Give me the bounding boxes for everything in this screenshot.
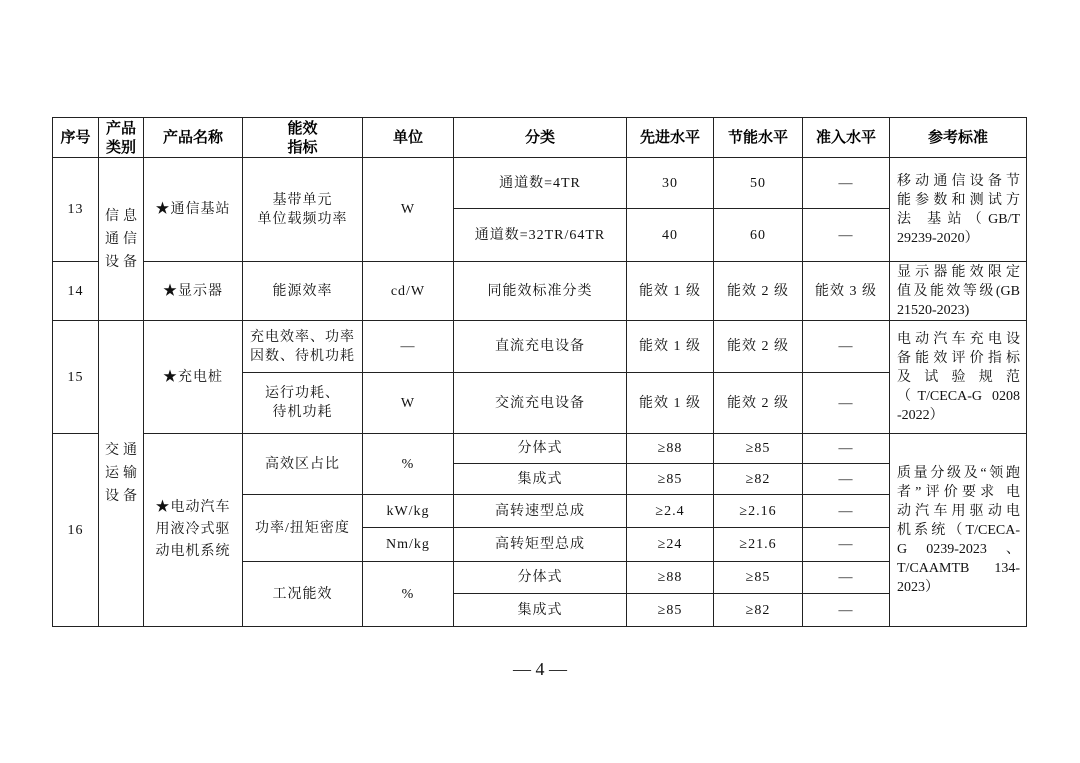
unit-cell: W [363, 158, 454, 262]
indicator-cell: 运行功耗、 待机功耗 [243, 373, 363, 434]
reference-standard-line: 21520-2023) [897, 302, 970, 318]
advanced-level-cell: 能效 1 级 [627, 262, 714, 321]
classification-cell: 直流充电设备 [454, 321, 627, 373]
header-access-level: 准入水平 [803, 118, 890, 158]
reference-standard-line: 移动通信设备节 [897, 173, 1020, 189]
table-row [53, 158, 1027, 209]
advanced-level-cell: ≥2.4 [627, 495, 714, 528]
access-level-cell: — [803, 373, 890, 434]
table-row [53, 262, 1027, 321]
energy-efficiency-table [52, 117, 1027, 627]
unit-cell: % [363, 562, 454, 627]
unit-cell: cd/W [363, 262, 454, 321]
classification-cell: 分体式 [454, 434, 627, 464]
advanced-level-cell: ≥88 [627, 562, 714, 594]
access-level-cell: — [803, 528, 890, 562]
advanced-level-cell: ≥24 [627, 528, 714, 562]
unit-cell: — [363, 321, 454, 373]
access-level-cell: — [803, 464, 890, 495]
classification-cell: 集成式 [454, 464, 627, 495]
advanced-level-cell: 能效 1 级 [627, 373, 714, 434]
indicator-cell: 功率/扭矩密度 [243, 495, 363, 562]
reference-standard-line: 动汽车用驱动电 [897, 503, 1020, 519]
reference-standard-line: 显示器能效限定 [897, 264, 1020, 280]
energy-saving-level-cell: 能效 2 级 [714, 373, 803, 434]
header-category: 产品 类别 [99, 118, 144, 158]
access-level-cell: — [803, 158, 890, 209]
product-name-cell: ★通信基站 [144, 158, 243, 262]
classification-cell: 通道数=32TR/64TR [454, 209, 627, 262]
header-indicator: 能效 指标 [243, 118, 363, 158]
header-reference-standard: 参考标准 [890, 118, 1027, 158]
reference-standard-line: 备能效评价指标 [897, 350, 1020, 366]
energy-saving-level-cell: 能效 2 级 [714, 262, 803, 321]
energy-saving-level-cell: ≥82 [714, 594, 803, 627]
classification-cell: 交流充电设备 [454, 373, 627, 434]
energy-saving-level-cell: 能效 2 级 [714, 321, 803, 373]
classification-cell: 通道数=4TR [454, 158, 627, 209]
reference-standard-line: 值及能效等级(GB [897, 283, 1020, 299]
reference-standard-line: 法 基站（GB/T [897, 211, 1020, 227]
unit-cell: kW/kg [363, 495, 454, 528]
reference-standard-line: T/CAAMTB 134- [897, 560, 1020, 576]
table-row [53, 321, 1027, 373]
unit-cell: % [363, 434, 454, 495]
reference-standard-line: 2023） [897, 579, 939, 595]
energy-saving-level-cell: ≥82 [714, 464, 803, 495]
product-name-cell: ★电动汽车 用液冷式驱 动电机系统 [144, 434, 243, 627]
access-level-cell: — [803, 434, 890, 464]
reference-standard-cell [890, 158, 1027, 262]
reference-standard-line: 机系统（T/CECA- [897, 522, 1020, 538]
index-cell: 13 [53, 158, 99, 262]
reference-standard-line: 29239-2020） [897, 230, 979, 246]
access-level-cell: — [803, 321, 890, 373]
energy-saving-level-cell: ≥2.16 [714, 495, 803, 528]
energy-saving-level-cell: ≥85 [714, 434, 803, 464]
table-row [53, 434, 1027, 464]
advanced-level-cell: 能效 1 级 [627, 321, 714, 373]
header-energy-saving-level: 节能水平 [714, 118, 803, 158]
advanced-level-cell: ≥85 [627, 464, 714, 495]
access-level-cell: 能效 3 级 [803, 262, 890, 321]
reference-standard-cell [890, 321, 1027, 434]
indicator-cell: 高效区占比 [243, 434, 363, 495]
header-product-name: 产品名称 [144, 118, 243, 158]
access-level-cell: — [803, 594, 890, 627]
classification-cell: 集成式 [454, 594, 627, 627]
unit-cell: Nm/kg [363, 528, 454, 562]
classification-cell: 高转矩型总成 [454, 528, 627, 562]
reference-standard-line: 能参数和测试方 [897, 192, 1020, 208]
header-unit: 单位 [363, 118, 454, 158]
reference-standard-cell [890, 262, 1027, 321]
product-name-cell: ★充电桩 [144, 321, 243, 434]
classification-cell: 高转速型总成 [454, 495, 627, 528]
header-index: 序号 [53, 118, 99, 158]
advanced-level-cell: 30 [627, 158, 714, 209]
reference-standard-line: （T/CECA-G 0208 [897, 388, 1020, 404]
advanced-level-cell: ≥85 [627, 594, 714, 627]
reference-standard-line: G 0239-2023 、 [897, 541, 1020, 557]
energy-saving-level-cell: ≥21.6 [714, 528, 803, 562]
indicator-cell: 基带单元 单位载频功率 [243, 158, 363, 262]
index-cell: 15 [53, 321, 99, 434]
category-cell: 信息 通信 设备 [99, 158, 144, 321]
reference-standard-line: 电动汽车充电设 [897, 331, 1020, 347]
category-cell: 交通 运输 设备 [99, 321, 144, 627]
reference-standard-line: 及试验规范 [897, 369, 1020, 385]
indicator-cell: 能源效率 [243, 262, 363, 321]
index-cell: 16 [53, 434, 99, 627]
reference-standard-cell [890, 434, 1027, 627]
advanced-level-cell: 40 [627, 209, 714, 262]
page-number: — 4 — [513, 659, 567, 679]
energy-saving-level-cell: 50 [714, 158, 803, 209]
access-level-cell: — [803, 209, 890, 262]
indicator-cell: 充电效率、功率 因数、待机功耗 [243, 321, 363, 373]
reference-standard-line: 质量分级及“领跑 [897, 465, 1020, 481]
header-row [53, 118, 1027, 158]
indicator-cell: 工况能效 [243, 562, 363, 627]
product-name-cell: ★显示器 [144, 262, 243, 321]
access-level-cell: — [803, 562, 890, 594]
reference-standard-line: -2022） [897, 407, 944, 423]
advanced-level-cell: ≥88 [627, 434, 714, 464]
index-cell: 14 [53, 262, 99, 321]
classification-cell: 同能效标准分类 [454, 262, 627, 321]
energy-saving-level-cell: 60 [714, 209, 803, 262]
classification-cell: 分体式 [454, 562, 627, 594]
unit-cell: W [363, 373, 454, 434]
header-advanced-level: 先进水平 [627, 118, 714, 158]
energy-saving-level-cell: ≥85 [714, 562, 803, 594]
header-classification: 分类 [454, 118, 627, 158]
access-level-cell: — [803, 495, 890, 528]
reference-standard-line: 者”评价要求 电 [897, 484, 1020, 500]
